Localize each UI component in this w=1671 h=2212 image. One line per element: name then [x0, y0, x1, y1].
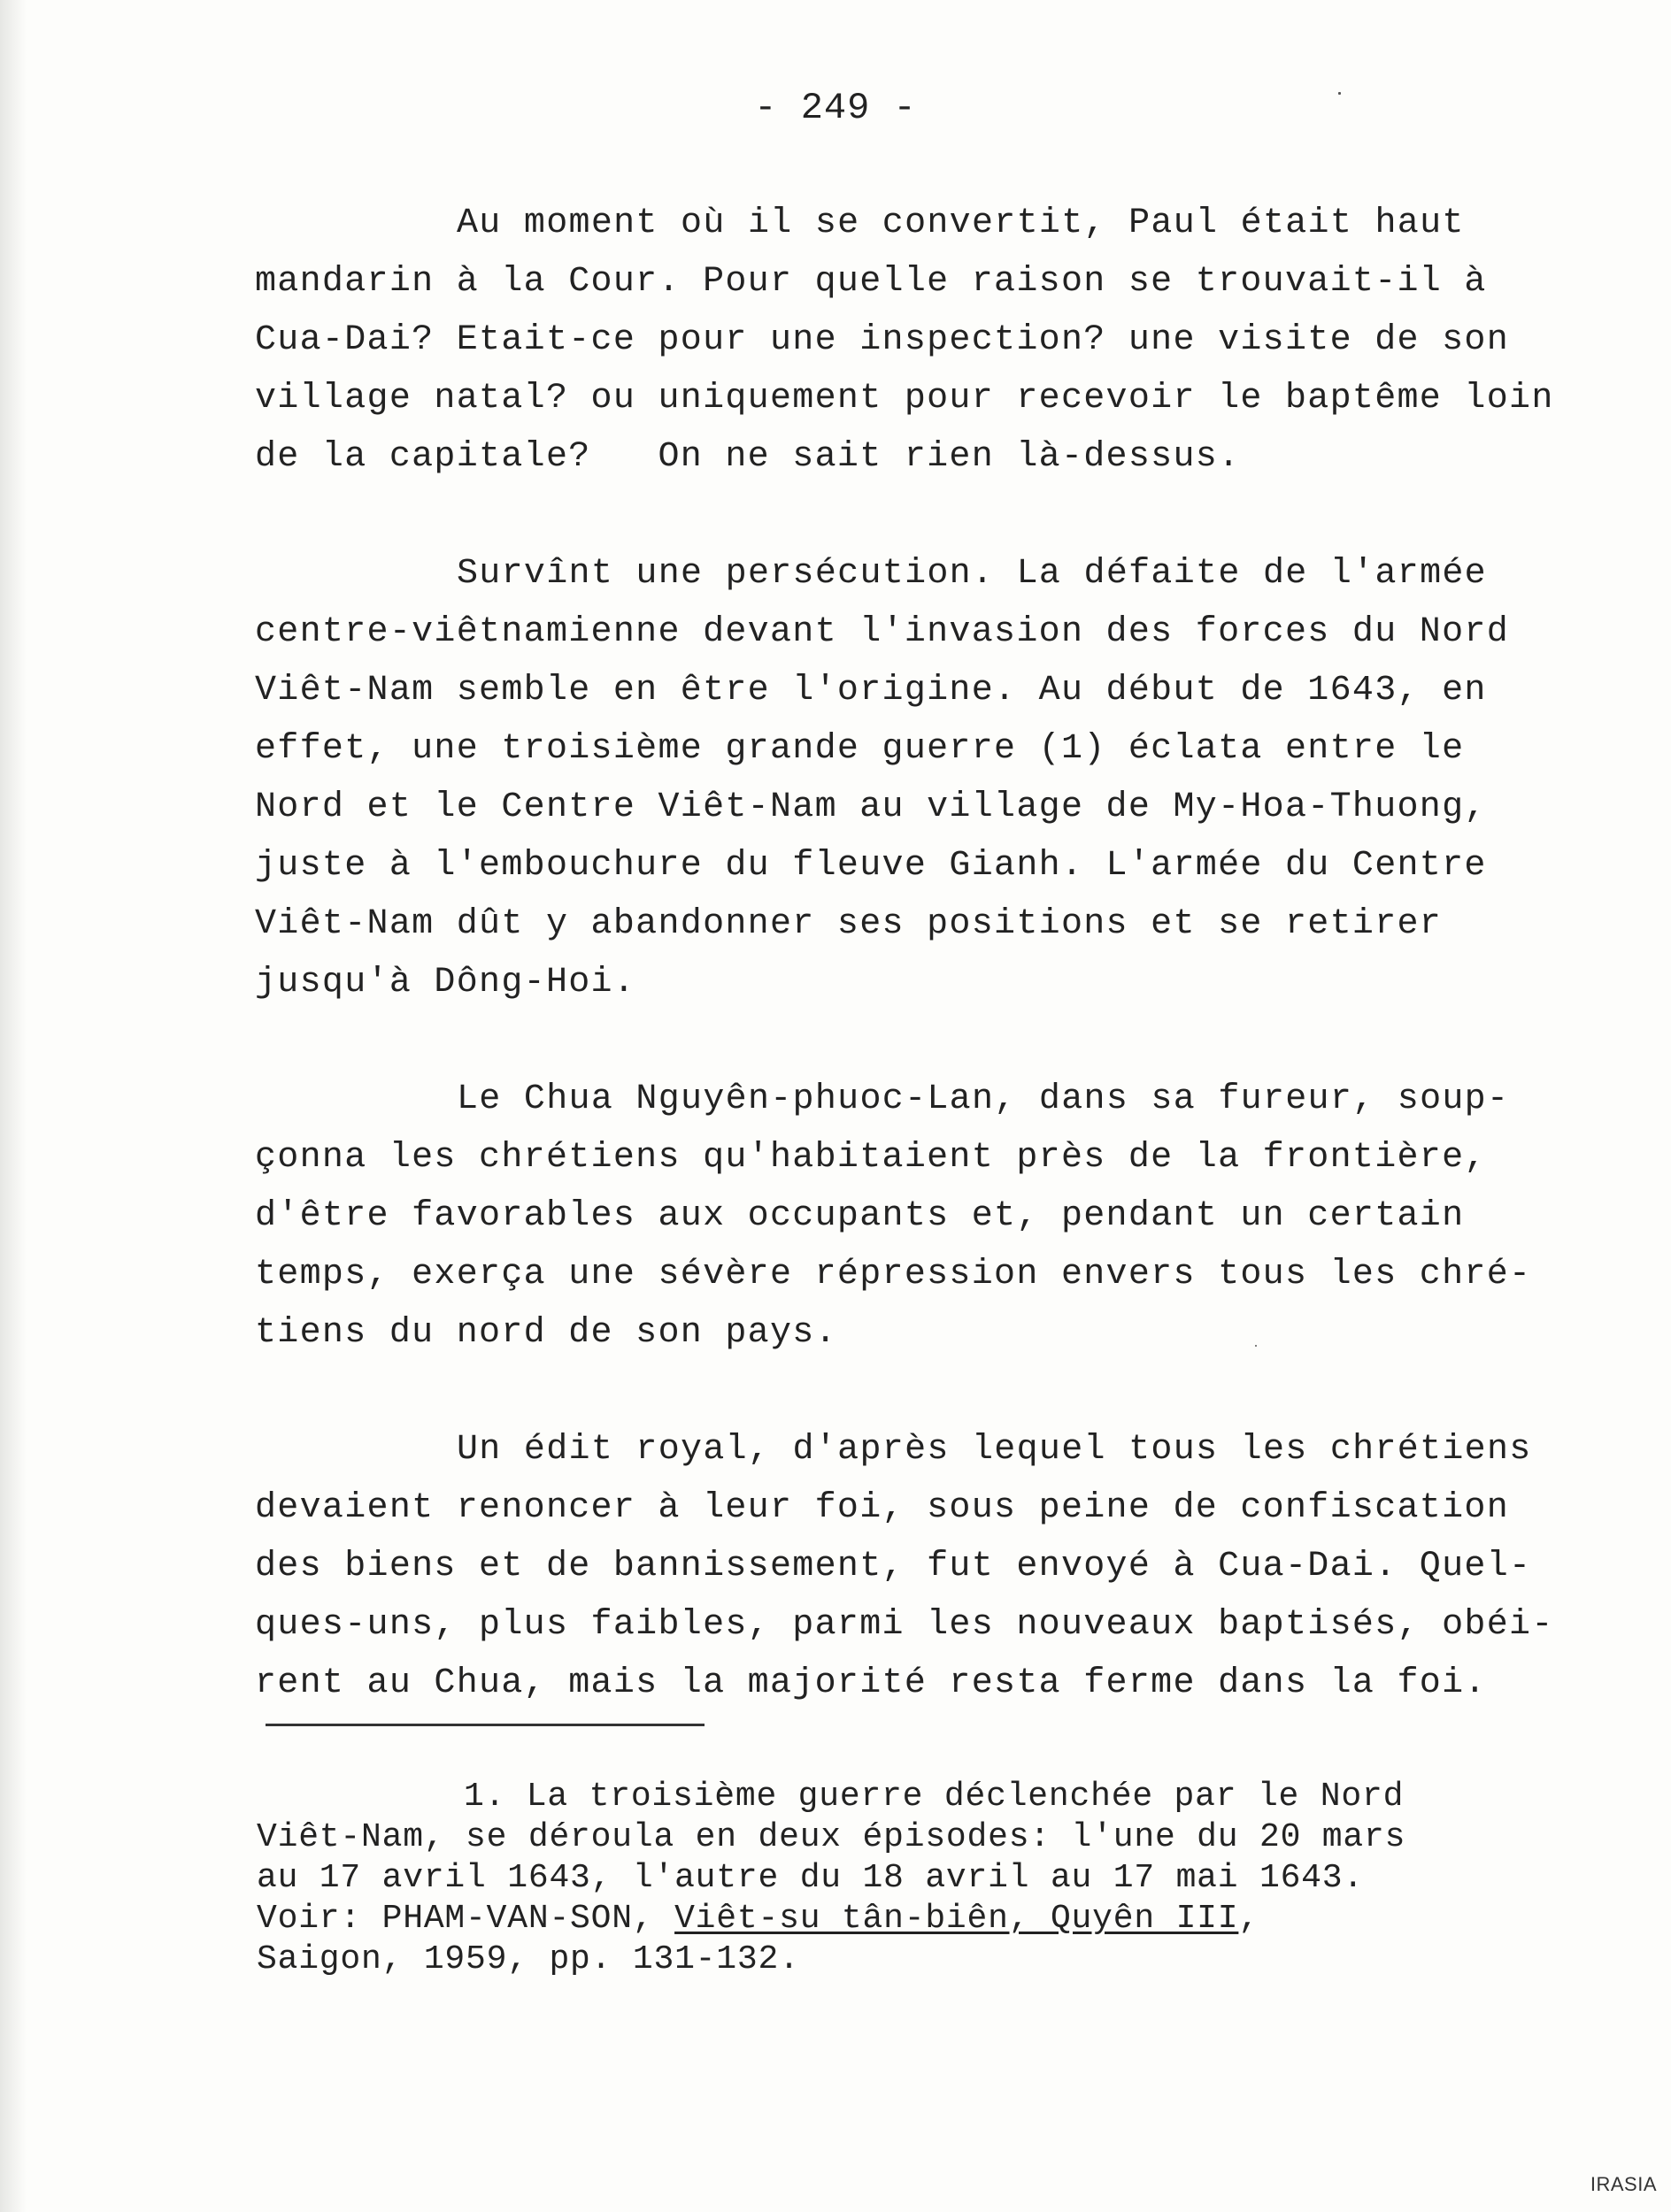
footnote-book-title: Viêt-su tân-biên, Quyên III	[674, 1900, 1239, 1938]
text-line: Viêt-Nam dût y abandonner ses positions et se retirer	[255, 904, 1443, 944]
footnote-line: au 17 avril 1643, l'autre du 18 avril au 17 mai 1643.	[257, 1859, 1364, 1897]
text-line: mandarin à la Cour. Pour quelle raison se trouvait-il à	[255, 262, 1487, 302]
text-line: Au moment où il se convertit, Paul était haut	[457, 204, 1465, 243]
text-line: effet, une troisième grande guerre (1) éclata entre le	[255, 729, 1465, 769]
body-text	[255, 195, 1554, 1771]
footnote-line: Saigon, 1959, pp. 131-132.	[257, 1940, 800, 1978]
footnote	[257, 1777, 1584, 1980]
text-line: Survînt une persécution. La défaite de l'armée	[457, 554, 1487, 594]
text-line: çonna les chrétiens qu'habitaient près de la frontière,	[255, 1138, 1487, 1178]
paragraph-2	[255, 545, 1547, 1012]
paragraph-3	[255, 1071, 1547, 1363]
text-line: tiens du nord de son pays.	[255, 1313, 837, 1353]
footnote-line: 1. La troisième guerre déclenchée par le Nord	[464, 1778, 1405, 1816]
footnote-separator	[266, 1724, 705, 1726]
watermark-label: IRASIA	[1590, 2173, 1657, 2195]
text-line: temps, exerça une sévère répression envers tous les chré-	[255, 1255, 1532, 1294]
paragraph-4	[255, 1421, 1554, 1713]
text-line: jusqu'à Dông-Hoi.	[255, 963, 636, 1002]
footnote-reference-suffix: ,	[1238, 1900, 1259, 1938]
text-line: juste à l'embouchure du fleuve Gianh. L'armée du Centre	[255, 846, 1487, 886]
text-line: des biens et de bannissement, fut envoyé à Cua-Dai. Quel-	[255, 1547, 1532, 1586]
text-line: centre-viêtnamienne devant l'invasion des forces du Nord	[255, 612, 1510, 652]
paragraph-1	[255, 195, 1554, 487]
text-line: Cua-Dai? Etait-ce pour une inspection? une visite de son	[255, 320, 1510, 360]
text-line: de la capitale? On ne sait rien là-dessus.	[255, 437, 1241, 477]
text-line: Viêt-Nam semble en être l'origine. Au début de 1643, en	[255, 671, 1487, 710]
footnote-reference-prefix: Voir: PHAM-VAN-SON,	[257, 1900, 675, 1938]
page-number: - 249 -	[754, 87, 917, 129]
text-line: village natal? ou uniquement pour recevoir le baptême loin	[255, 379, 1554, 419]
text-line: rent au Chua, mais la majorité resta ferme dans la foi.	[255, 1663, 1487, 1703]
page-edge-shadow	[0, 0, 27, 2212]
text-line: devaient renoncer à leur foi, sous peine de confiscation	[255, 1488, 1510, 1528]
text-line: ques-uns, plus faibles, parmi les nouveaux baptisés, obéi-	[255, 1605, 1554, 1645]
footnote-line	[257, 1899, 1584, 1939]
text-line: d'être favorables aux occupants et, pendant un certain	[255, 1196, 1465, 1236]
text-line: Nord et le Centre Viêt-Nam au village de My-Hoa-Thuong,	[255, 787, 1487, 827]
footnote-line: Viêt-Nam, se déroula en deux épisodes: l'une du 20 mars	[257, 1818, 1406, 1856]
text-line: Le Chua Nguyên-phuoc-Lan, dans sa fureur, soup-	[457, 1079, 1510, 1119]
text-line: Un édit royal, d'après lequel tous les chrétiens	[457, 1430, 1532, 1470]
